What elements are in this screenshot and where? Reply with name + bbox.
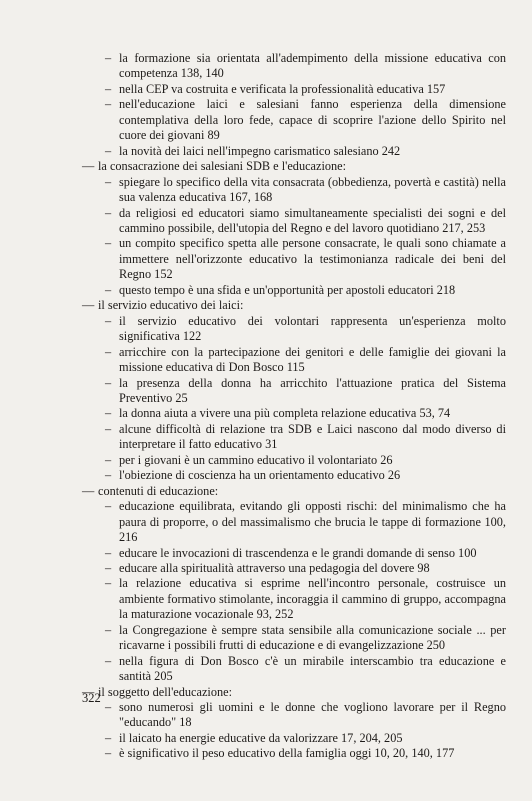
index-subentry: – la novità dei laici nell'impegno carismatico salesiano 242 bbox=[82, 144, 506, 159]
index-subentry: – arricchire con la partecipazione dei genitori e delle famiglie dei giovani la missione educativa di Don Bosco 115 bbox=[82, 345, 506, 376]
index-subentry: – educazione equilibrata, evitando gli opposti rischi: del minimalismo che ha paura di proporre, o del massimalismo che brucia le tappe di formazione 100, 216 bbox=[82, 499, 506, 545]
index-subentry: – da religiosi ed educatori siamo simultaneamente specialisti dei sogni e del cammino possibile, dell'utopia del Regno e del lavoro quotidiano 217, 253 bbox=[82, 206, 506, 237]
index-subentry: – la presenza della donna ha arricchito l'attuazione pratica del Sistema Preventivo 25 bbox=[82, 376, 506, 407]
index-subentry: – un compito specifico spetta alle persone consacrate, le quali sono chiamate a immettere nell'orizzonte educativo la testimonianza radicale dei beni del Regno 152 bbox=[82, 236, 506, 282]
page-number: 322 bbox=[82, 691, 101, 705]
index-heading: — il soggetto dell'educazione: bbox=[82, 685, 506, 700]
index-heading: — il servizio educativo dei laici: bbox=[82, 298, 506, 313]
index-entries bbox=[82, 51, 506, 762]
index-subentry: – il laicato ha energie educative da valorizzare 17, 204, 205 bbox=[82, 731, 506, 746]
index-subentry: – sono numerosi gli uomini e le donne che vogliono lavorare per il Regno "educando" 18 bbox=[82, 700, 506, 731]
index-subentry: – la donna aiuta a vivere una più completa relazione educativa 53, 74 bbox=[82, 406, 506, 421]
index-subentry: – nella figura di Don Bosco c'è un mirabile interscambio tra educazione e santità 205 bbox=[82, 654, 506, 685]
index-subentry: – educare alla spiritualità attraverso una pedagogia del dovere 98 bbox=[82, 561, 506, 576]
index-subentry: – la relazione educativa si esprime nell'incontro personale, costruisce un ambiente formativo stimolante, incoraggia il cammino di gruppo, accompagna la maturazione vocazionale 93, 252 bbox=[82, 576, 506, 622]
index-subentry: – spiegare lo specifico della vita consacrata (obbedienza, povertà e castità) nella sua valenza educativa 167, 168 bbox=[82, 175, 506, 206]
index-subentry: – l'obiezione di coscienza ha un orientamento educativo 26 bbox=[82, 468, 506, 483]
index-subentry: – nell'educazione laici e salesiani fanno esperienza della dimensione contemplativa della loro fede, capace di scoprire l'azione dello Spirito nel cuore dei giovani 89 bbox=[82, 97, 506, 143]
index-subentry: – nella CEP va costruita e verificata la professionalità educativa 157 bbox=[82, 82, 506, 97]
index-subentry: – il servizio educativo dei volontari rappresenta un'esperienza molto significativa 122 bbox=[82, 314, 506, 345]
index-heading: — contenuti di educazione: bbox=[82, 484, 506, 499]
index-heading: — la consacrazione dei salesiani SDB e l'educazione: bbox=[82, 159, 506, 174]
index-subentry: – per i giovani è un cammino educativo il volontariato 26 bbox=[82, 453, 506, 468]
index-subentry: – la Congregazione è sempre stata sensibile alla comunicazione sociale ... per ricavarne i possibili frutti di educazione e di evangelizzazione 250 bbox=[82, 623, 506, 654]
index-subentry: – questo tempo è una sfida e un'opportunità per apostoli educatori 218 bbox=[82, 283, 506, 298]
index-subentry: – alcune difficoltà di relazione tra SDB e Laici nascono dal modo diverso di interpretare il fatto educativo 31 bbox=[82, 422, 506, 453]
index-subentry: – è significativo il peso educativo della famiglia oggi 10, 20, 140, 177 bbox=[82, 746, 506, 761]
index-subentry: – educare le invocazioni di trascendenza e le grandi domande di senso 100 bbox=[82, 546, 506, 561]
index-subentry: – la formazione sia orientata all'adempimento della missione educativa con competenza 138, 140 bbox=[82, 51, 506, 82]
